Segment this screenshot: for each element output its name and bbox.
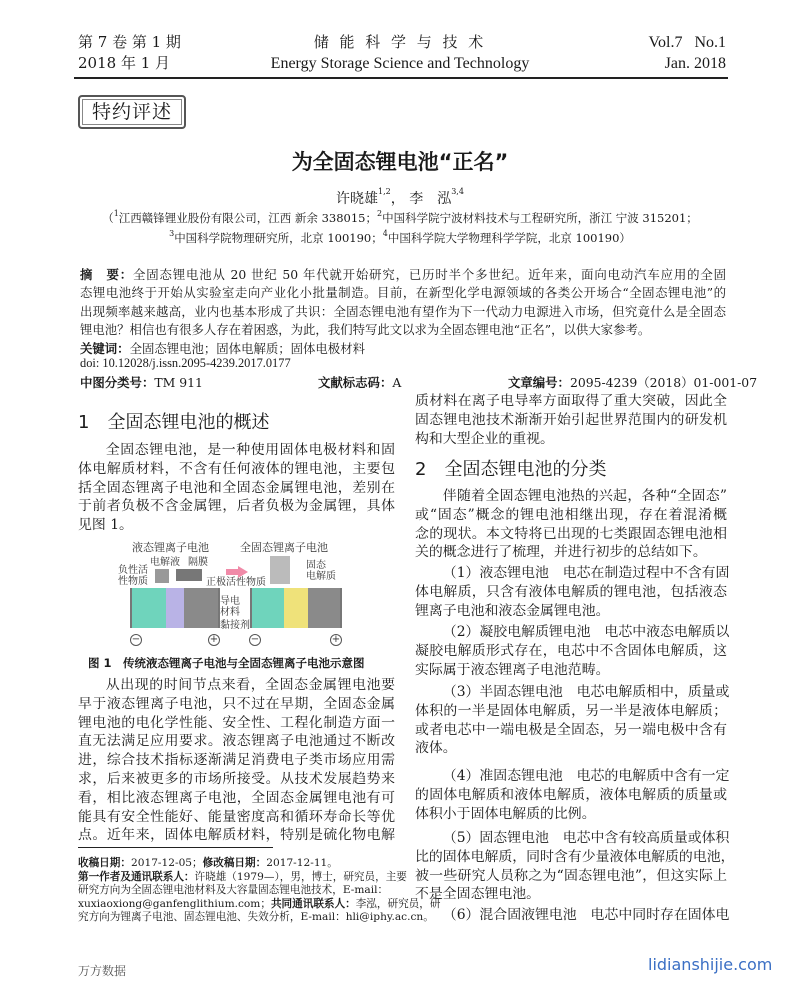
article-no-value: 2095-4239（2018）01-001-07 [569,375,758,390]
author-name: 许晓雄 [336,191,379,207]
figure-label-solid-electrolyte: 固态 电解质 [306,560,336,582]
text-line [78,911,434,925]
watermark: lidianshijie.com [648,955,773,974]
paragraph [415,392,727,448]
affil-sup: 4 [382,229,388,238]
text-line: 体积小于固体电解质的比例。 [415,805,596,822]
clc-label: 中图分类号： [80,375,155,390]
text-line: （3）半固态锂电池 电芯电解质相中，质量或 [442,684,730,700]
list-item-gel [415,623,730,679]
body-text: 李泓，研究员，研 [355,897,441,910]
plus-terminal-icon: + [209,634,219,645]
source-mark: 万方数据 [78,964,127,978]
paragraph [415,487,727,562]
running-header-right [649,32,727,74]
text-line: 液体。 [415,740,457,757]
label-text: 第一作者及通讯联系人： [78,870,195,883]
list-item-liquid [415,564,730,620]
text-line: 体电解质材料，不含有任何液体的锂电池，主要包 [78,460,395,477]
cathode-layer [308,588,340,628]
liquid-battery-schematic [130,588,220,628]
body-text: 锂电池？相信也有很多人存在着困惑，为此，我们特写此文以求为全固态锂电池“正名”，以供大家参考。 [80,321,651,337]
body-text: 2017-12-11。 [266,857,338,869]
text-line: 比的固体电解质，同时含有少量液体电解质的电池， [415,848,735,865]
author-line [0,188,800,208]
body-text: 研究方向为全固态锂电池材料及大容量固态锂电池技术，E-mail： [78,884,389,897]
figure-label-electrolyte: 电解液 [150,557,180,568]
arrow-shaft [226,569,238,575]
text-line: 早于液态锂离子电池，只不过在早期，全固态金属 [78,695,395,712]
anode-layer [252,588,284,628]
text-line: 直无法满足应用要求。液态锂离子电池通过不断改 [78,733,395,750]
doi: doi: 10.12028/j.issn.2095-4239.2017.0177 [80,356,291,370]
solid-battery-schematic [250,588,342,628]
label-text: 摘 要： [80,267,133,282]
figure-label-solid-battery: 全固态锂离子电池 [240,541,328,554]
text-line: 固态锂电池技术渐渐开始引起世界范围内的研发机 [415,411,727,428]
affil-sup: 2 [377,209,383,218]
figure-label-binder: 黏接剂 [220,620,250,631]
footnotes [78,857,441,925]
paragraph [78,676,395,845]
volume-issue-en: Vol.7 No.1 [648,34,726,51]
list-item-hybrid [415,906,730,925]
text-line: （5）固态锂电池 电芯中含有较高质量或体积 [442,830,730,846]
text-line: 进，综合技术指标逐渐满足消费电子类市场应用需 [78,752,395,769]
journal-name-cn: 储 能 科 学 与 技 术 [313,33,487,51]
label-text: 收稿日期： [78,857,131,869]
text-line [78,897,441,912]
author-affil-sup: 1,2 [378,187,391,196]
text-line: 的固体电解质和液体电解质，液体电解质的质量或 [415,786,727,803]
footnote-rule [78,847,273,848]
affiliation: 中国科学院大学物理科学学院，北京 100190） [387,231,631,245]
label-text: 修改稿日期： [202,857,267,869]
text-line [78,870,407,885]
body-text: 许晓雄（1979—），男，博士，研究员，主要 [194,870,407,883]
body-text: 出现频率越来越高，业内也基本形成了共识：全固态锂电池有望作为下一代动力电源进入市场，但究竟什么是全固态 [80,303,726,319]
figure-label-conductive: 导电 材料 [220,596,240,618]
author-affil-sup: 3,4 [451,187,464,196]
header-rule [74,77,728,79]
figure-1 [110,538,360,650]
text-line [80,303,726,321]
text-line: 括全固态锂离子电池和全固态金属锂电池，差别在 [78,479,395,496]
text-line: 从出现的时间节点来看，全固态金属锂电池要 [105,677,395,693]
body-text: 究方向为锂离子电池、固态锂电池、失效分析，E-mail：hli@iphy.ac.cn。 [78,911,434,924]
figure-label-liquid-battery: 液态锂离子电池 [132,541,209,554]
figure-1-caption: 图 1 传统液态锂离子电池与全固态锂离子电池示意图 [88,656,365,670]
text-line: 或者电芯中一端电极是全固态，另一端电极中含有 [415,721,727,738]
affiliation: 中国科学院物理研究所，北京 100190； [174,231,383,245]
affil-sup: 1 [113,209,119,218]
text-line: （2）凝胶电解质锂电池 电芯中液态电解质以 [442,624,730,640]
list-item-semi-solid [415,683,730,758]
text-line [78,857,395,871]
text-line: 质材料在离子电导率方面取得了重大突破，因此全 [415,393,727,409]
text-line: 念的现状。本文特将已出现的七类跟固态锂电池相 [415,525,727,542]
text-line: 全固态锂电池，是一种使用固体电极材料和固 [105,442,395,458]
text-line: 能具有安全性能好、能量密度高和循环寿命长等优 [78,808,395,825]
minus-terminal-icon: − [131,634,141,645]
separator-photo [176,569,202,581]
text-line: 关的概念进行了梳理，并进行初步的总结如下。 [415,544,707,561]
solid-electrolyte-photo [270,556,290,584]
text-line: 体电解质，只含有液体电解质的锂电池，包括液态 [415,583,727,600]
text-line: 实际属于液态锂离子电池范畴。 [415,661,610,678]
figure-label-separator: 隔膜 [188,557,208,568]
affiliation: 江西赣锋锂业股份有限公司，江西 新余 338015； [118,211,377,225]
section-2-heading: 2 全固态锂电池的分类 [415,459,607,480]
figure-label-anode: 负性活 性物质 [118,565,148,587]
list-item-solid [415,829,735,904]
date-cn: 2018 年 1 月 [78,54,171,72]
affiliations-line-1 [0,210,800,226]
author-name: 李 泓 [409,191,452,207]
liquid-electrolyte-layer [166,588,184,628]
minus-terminal-icon: − [250,634,260,645]
text-line: （6）混合固液锂电池 电芯中同时存在固体电 [442,907,730,923]
keywords-label: 关键词： [80,341,130,356]
text-line: 锂电池的电化学性能、安全性、工程化制造方面一 [78,714,395,731]
arrow-right-icon [238,566,248,578]
text-line: 被一些研究人员称之为“固态锂电池”，但这实际上 [415,867,727,884]
list-item-quasi-solid [415,767,730,823]
anode-layer [132,588,166,628]
text-line: 体积的一半是固体电解质，另一半是液体电解质； [415,702,727,719]
text-line [80,284,726,302]
text-line: 构和大型企业的重视。 [415,430,554,447]
clc-number [80,373,203,391]
text-line: 锂离子电池和液态金属锂电池。 [415,602,610,619]
cathode-layer [184,588,218,628]
clc-value: TM 911 [154,375,203,390]
text-line: 求，后来被更多的市场所接受。从技术发展趋势来 [78,770,395,787]
affil-sup: 3 [169,229,175,238]
text-line: （1）液态锂电池 电芯在制造过程中不含有固 [442,565,730,581]
affiliation: 中国科学院宁波材料技术与工程研究所，浙江 宁波 315201； [382,211,698,225]
affiliations-line-2 [0,230,800,246]
text-line: 伴随着全固态锂电池热的兴起，各种“全固态” [442,488,727,504]
keywords-text: 全固态锂电池；固体电解质；固体电极材料 [129,341,365,356]
text-line [80,321,726,339]
text-line: 凝胶电解质形式存在，电芯中不含固体电解质，这 [415,642,727,659]
article-title: 为全固态锂电池“正名” [291,150,509,174]
doc-code-value: A [392,375,402,390]
doc-code-label: 文献标志码： [318,375,393,390]
paragraph [78,441,395,535]
plus-terminal-icon: + [331,634,341,645]
text-line [80,266,726,284]
figure-label-cathode: 正极活性物质 [206,577,266,588]
keywords [80,339,365,357]
body-text: xuxiaoxiong@ganfenglithium.com； [78,897,271,910]
abstract [80,266,726,339]
solid-electrolyte-layer [284,588,308,628]
author-separator: ， [390,191,405,207]
text-line: 于前者负极不含金属锂，后者负极为金属锂，具体 [78,498,395,515]
date-en: Jan. 2018 [664,55,726,72]
paren: （ [102,211,114,225]
text-line: 不是全固态锂电池。 [415,886,541,903]
text-line: 见图 1。 [78,517,133,534]
text-line: 点。近年来，固体电解质材料，特别是硫化物电解 [78,827,395,844]
section-1-heading: 1 全固态锂电池的概述 [78,412,270,433]
column-badge: 特约评述 [78,95,186,129]
text-line [78,884,395,898]
text-line: （4）准固态锂电池 电芯的电解质中含有一定 [442,768,730,784]
volume-issue-cn: 第 7 卷 第 1 期 [78,33,181,51]
text-line: 看，相比液态锂离子电池，全固态金属锂电池有可 [78,789,395,806]
article-number [508,373,757,391]
body-text: 全固态锂电池从 20 世纪 50 年代就开始研究，已历时半个多世纪。近年来，面向电动汽车应用的全固 [133,267,727,282]
label-text: 共同通讯联系人： [270,897,356,910]
body-text: 2017-12-05； [130,857,203,869]
journal-name-en: Energy Storage Science and Technology [270,55,530,72]
document-code [318,373,401,391]
article-no-label: 文章编号： [508,375,570,390]
electrolyte-photo [155,569,169,583]
body-text: 态锂电池终于开始从实验室走向产业化小批量制造。目前，在新型化学电源领域的各类公开场合“全固态锂电池”的 [80,285,726,301]
text-line: 或“固态”概念的锂电池相继出现，存在着混淆概 [415,506,727,523]
